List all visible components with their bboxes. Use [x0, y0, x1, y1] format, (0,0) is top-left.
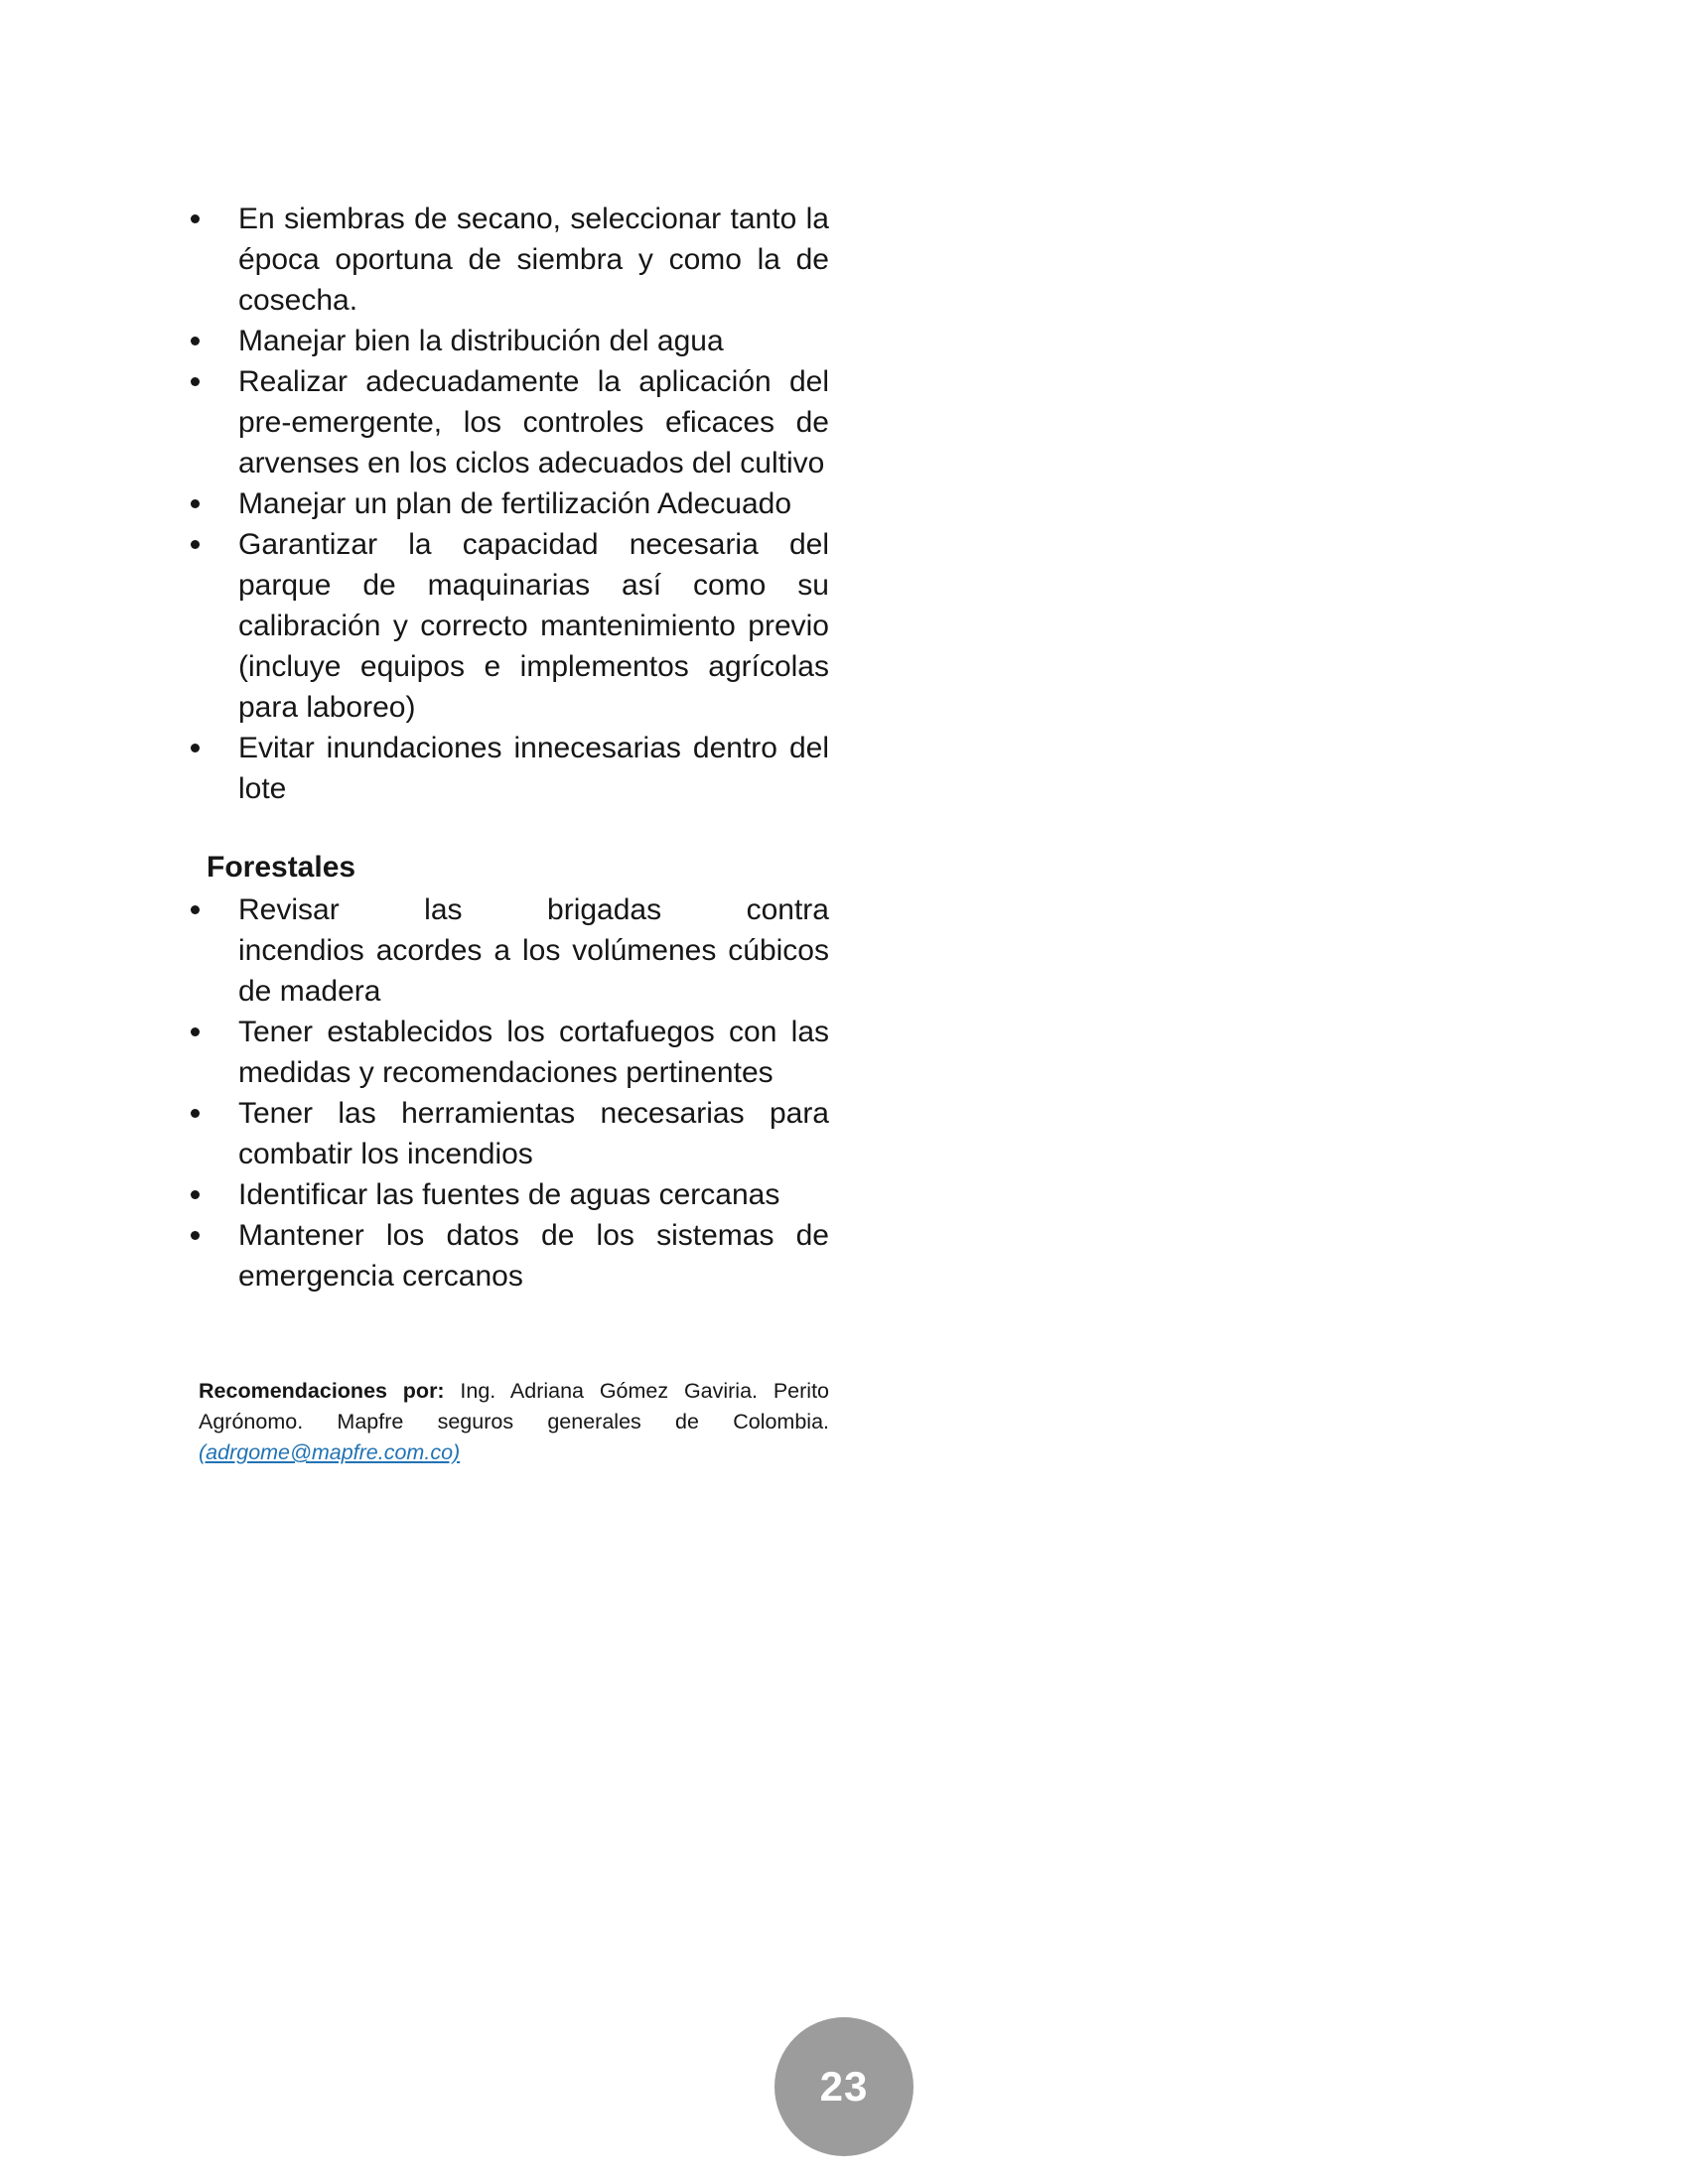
list-item	[189, 728, 829, 809]
page-number-badge	[774, 2017, 914, 2156]
bullet-icon	[191, 1027, 200, 1036]
list-item-text: Identificar las fuentes de aguas cercanas	[238, 1178, 780, 1211]
list-item	[189, 1215, 829, 1297]
bullet-list-forestales	[189, 889, 829, 1297]
section-heading-forestales: Forestales	[207, 851, 356, 884]
list-item-text: Garantizar la capacidad necesaria del parque de maquinarias así como su calibración y correcto mantenimiento previo (incluye equipos e implementos agrícolas para laboreo)	[238, 528, 829, 724]
list-item-text: Manejar bien la distribución del agua	[238, 325, 724, 357]
bullet-icon	[191, 1190, 200, 1199]
list-item	[189, 199, 829, 321]
credit-text: Ing. Adriana Gómez Gaviria. Perito Agrónomo. Mapfre seguros generales de Colombia.	[199, 1379, 829, 1433]
list-item	[189, 321, 829, 361]
list-item-text: Revisar las brigadas contra incendios acordes a los volúmenes cúbicos de madera	[238, 893, 829, 1008]
list-item	[189, 483, 829, 524]
bullet-icon	[191, 377, 200, 386]
list-item-text: Realizar adecuadamente la aplicación del pre-emergente, los controles eficaces de arvenses en los ciclos adecuados del cultivo	[238, 365, 829, 479]
bullet-icon	[191, 1109, 200, 1118]
bullet-icon	[191, 905, 200, 914]
credit-label: Recomendaciones por:	[199, 1379, 445, 1403]
credit-note	[199, 1376, 829, 1468]
list-item	[189, 1012, 829, 1093]
list-item-text: Tener las herramientas necesarias para combatir los incendios	[238, 1097, 829, 1170]
list-item	[189, 524, 829, 728]
bullet-icon	[191, 744, 200, 752]
bullet-list-general	[189, 199, 829, 809]
email-link[interactable]: (adrgome@mapfre.com.co)	[199, 1440, 461, 1464]
bullet-icon	[191, 214, 200, 223]
bullet-icon	[191, 1231, 200, 1240]
bullet-icon	[191, 540, 200, 549]
list-item	[189, 1174, 829, 1215]
list-item	[189, 889, 829, 1012]
page-number: 23	[819, 2063, 869, 2110]
list-item-text: Manejar un plan de fertilización Adecuado	[238, 487, 792, 520]
list-item	[189, 1093, 829, 1174]
bullet-icon	[191, 337, 200, 345]
list-item	[189, 361, 829, 483]
list-item-text: Tener establecidos los cortafuegos con las medidas y recomendaciones pertinentes	[238, 1016, 829, 1089]
list-item-text: Mantener los datos de los sistemas de emergencia cercanos	[238, 1219, 829, 1293]
list-item-text: Evitar inundaciones innecesarias dentro del lote	[238, 732, 829, 805]
list-item-text: En siembras de secano, seleccionar tanto la época oportuna de siembra y como la de cosecha.	[238, 203, 829, 317]
bullet-icon	[191, 499, 200, 508]
